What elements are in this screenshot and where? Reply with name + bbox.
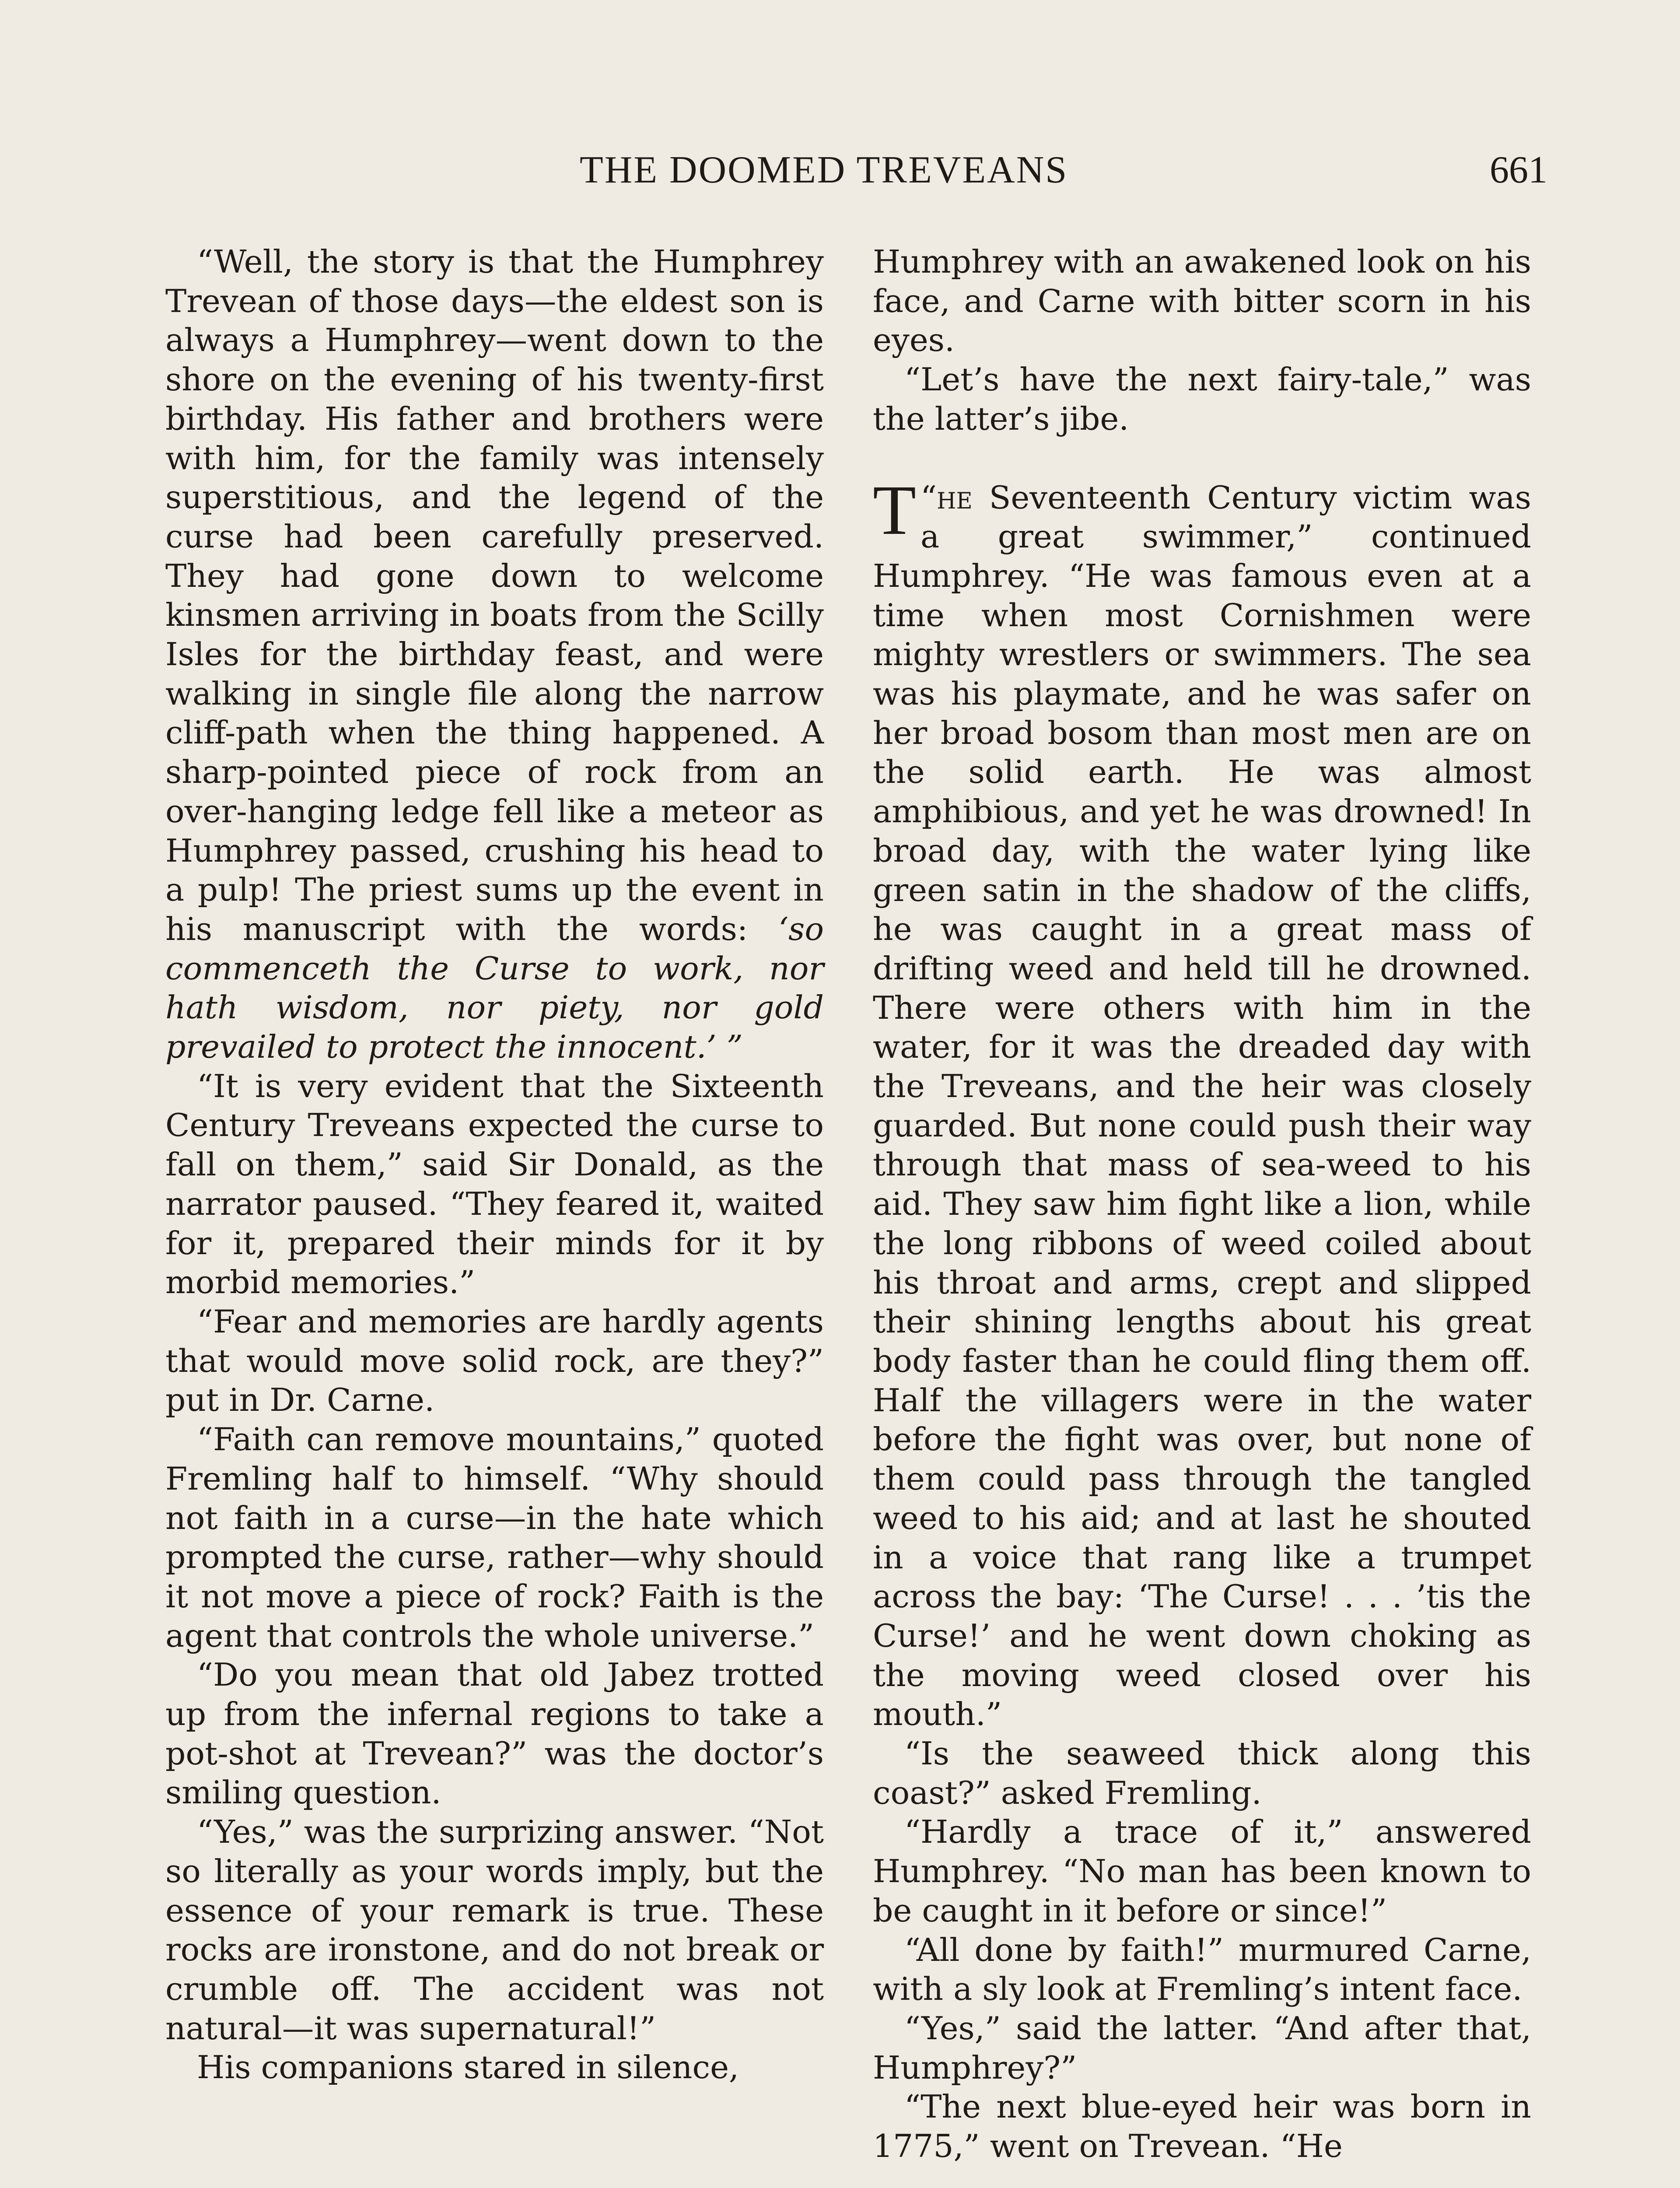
opening-line-text: Seventeenth Century victim — [972, 479, 1452, 516]
small-caps-word: he — [937, 479, 973, 516]
section-opening-paragraph — [873, 471, 1531, 1735]
paragraph — [165, 243, 824, 1067]
paragraph: “Let’s have the next fairy-tale,” was the latter’s jibe. — [873, 361, 1531, 438]
right-column — [873, 243, 1531, 2167]
page-number: 661 — [1490, 149, 1547, 191]
running-header-title: THE DOOMED TREVEANS — [580, 149, 1068, 191]
paragraph: “It is very evident that the Sixteenth Century Treveans expected the curse to fall on them,” said Sir Donald, as the narrator paused. “They feared it, waited for it, prepared their minds for it by morbid memories.” — [165, 1068, 824, 1301]
paragraph: Humphrey with an awakened look on his face, and Carne with bitter scorn in his eyes. — [873, 244, 1531, 359]
paragraph: “Is the seaweed thick along this coast?” asked Fremling. — [873, 1736, 1531, 1812]
paragraph: “The next blue-eyed heir was born in 1775,” went on Trevean. “He — [873, 2089, 1531, 2165]
paragraph-text: “Well, the story is that the Humphrey Trevean of those days—the eldest son is always a Humphrey—went down to the shore on the evening of his twenty-first birthday. His father and brothers were with him, for the family was intensely superstitious, and the legend of the curse had been carefully preserved. They had gone down to welcome kinsmen arriving in boats from the Scilly Isles for the birthday feast, and were walking in single file along the narrow cliff-path when the thing happened. A sharp-pointed piece of rock from an over-hanging ledge fell like a meteor as Humphrey passed, crushing his head to a pulp! The priest sums up the event in his manuscript with the words: — [165, 244, 824, 948]
paragraph: “Yes,” said the latter. “And after that, Humphrey?” — [873, 2010, 1531, 2086]
opening-quote-mark: “ — [920, 479, 937, 516]
paragraph: “Yes,” was the surprizing answer. “Not so literally as your words imply, but the essence of your remark is true. These rocks are ironstone, and do not break or crumble off. The accident was not natural—it was supernatural!” — [165, 1814, 824, 2047]
drop-cap-letter: T — [873, 471, 916, 550]
paragraph: “Fear and memories are hardly agents that would move solid rock, are they?” put in Dr. Carne. — [165, 1303, 824, 1419]
paragraph: “Hardly a trace of it,” answered Humphrey. “No man has been known to be caught in it before or since!” — [873, 1814, 1531, 1929]
paragraph: “All done by faith!” murmured Carne, with a sly look at Fremling’s intent face. — [873, 1932, 1531, 2008]
paragraph: His companions stared in silence, — [197, 2049, 739, 2086]
italic-quote: ‘so commenceth the Curse to work, nor hath wisdom, nor piety, nor gold prevailed to protect the innocent.’ ” — [165, 911, 824, 1066]
paragraph: “Faith can remove mountains,” quoted Fremling half to himself. “Why should not faith in a curse—in the hate which prompted the curse, rather—why should it not move a piece of rock? Faith is the agent that controls the whole universe.” — [165, 1421, 824, 1655]
paragraph: “Do you mean that old Jabez trotted up from the infernal regions to take a pot-shot at Trevean?” was the doctor’s smiling question. — [165, 1657, 824, 1812]
left-column — [165, 243, 824, 2088]
paragraph-text: was a great swimmer,” continued Humphrey. “He was famous even at a time when most Cornishmen were mighty wrestlers or swimmers. The sea was his playmate, and he was safer on her broad bosom than most men are on the solid earth. He was almost amphibious, and yet he was drowned! In broad day, with the water lying like green satin in the shadow of the cliffs, he was caught in a great mass of drifting weed and held till he drowned. There were others with him in the water, for it was the dreaded day with the Treveans, and the heir was closely guarded. But none could push their way through that mass of sea-weed to his aid. They saw him fight like a lion, while the long ribbons of weed coiled about his throat and arms, crept and slipped their shining lengths about his great body faster than he could fling them off. Half the villagers were in the water before the fight was over, but none of them could pass through the tangled weed to his aid; and at last he shouted in a voice that rang like a trumpet across the bay: ‘The Curse! . . . ’tis the Curse!’ and he went down choking as the moving weed closed over his mouth.” — [873, 479, 1531, 1733]
